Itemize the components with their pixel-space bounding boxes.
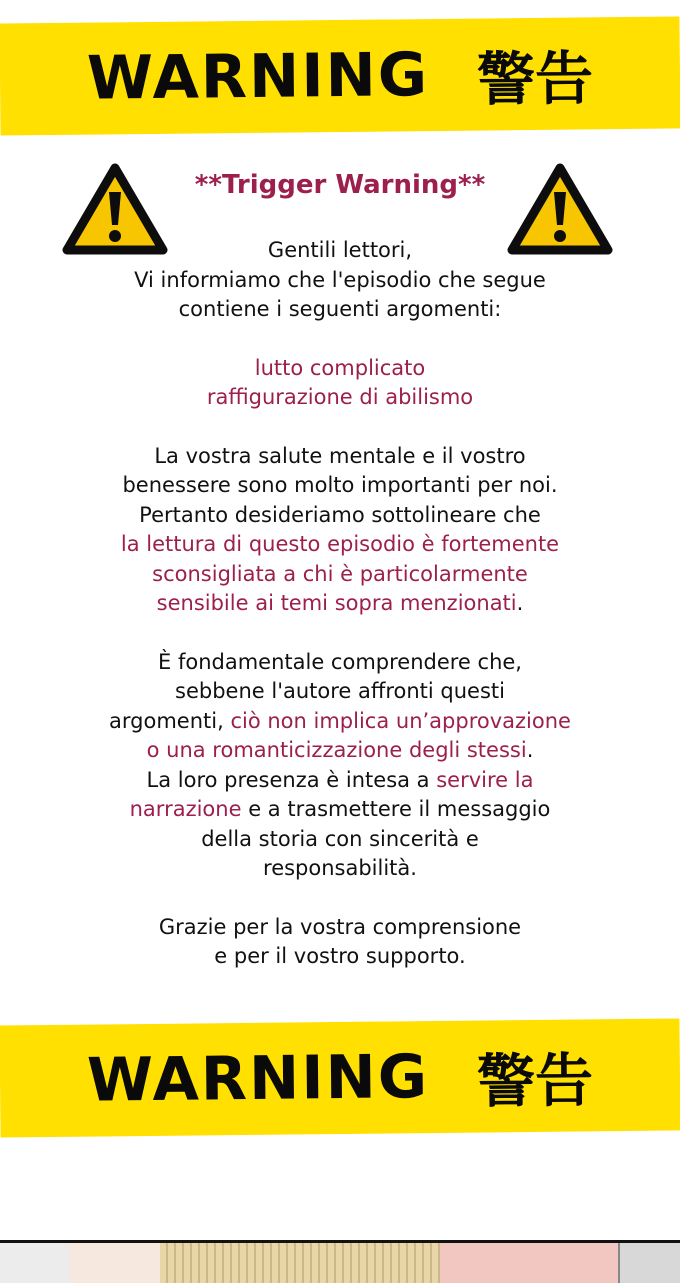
- highlight-text: o una romanticizzazione degli stessi: [146, 738, 527, 762]
- comic-panel-left: [0, 1243, 70, 1283]
- warning-banner-bottom: [0, 1018, 680, 1137]
- text-part: La loro presenza è intesa a: [146, 767, 437, 792]
- warning-banner-top: [0, 16, 680, 135]
- highlight-text: narrazione: [129, 797, 242, 821]
- warning-message: [40, 236, 640, 972]
- body-line: [40, 707, 640, 737]
- text-part: e a trasmettere il messaggio: [241, 797, 551, 821]
- intro-line: contiene i seguenti argomenti:: [178, 297, 502, 321]
- body-line: È fondamentale comprendere che,: [158, 649, 522, 674]
- closing-line: Grazie per la vostra comprensione: [158, 914, 522, 939]
- body-line: della storia con sincerità e: [201, 826, 479, 851]
- closing-line: e per il vostro supporto.: [214, 944, 466, 968]
- comic-hair-art: [160, 1243, 440, 1283]
- body-line: [40, 795, 640, 825]
- body-line: [40, 589, 640, 619]
- body-line: responsabilità.: [263, 856, 417, 880]
- comic-background-art: [440, 1243, 620, 1283]
- intro-line: Gentili lettori,: [267, 238, 413, 262]
- intro-line: Vi informiamo che l'episodio che segue: [134, 267, 546, 292]
- banner-kanji: 警告: [476, 44, 594, 114]
- text-part: argomenti,: [109, 708, 231, 733]
- punctuation: .: [516, 591, 524, 615]
- highlight-text: ciò non implica un’approvazione: [230, 708, 571, 733]
- punctuation: .: [526, 738, 534, 762]
- comic-panel-preview: [0, 1240, 680, 1283]
- body-line: [40, 766, 640, 796]
- body-line: sebbene l'autore affronti questi: [175, 679, 505, 703]
- comic-panel-right: [618, 1243, 680, 1283]
- body-line: La vostra salute mentale e il vostro: [154, 443, 526, 468]
- topic-item: raffigurazione di abilismo: [206, 385, 474, 409]
- highlight-line: sconsigliata a chi è particolarmente: [152, 561, 528, 586]
- body-line: benessere sono molto importanti per noi.: [122, 473, 558, 497]
- highlight-text: sensibile ai temi sopra menzionati: [156, 591, 517, 615]
- body-line: Pertanto desideriamo sottolineare che: [139, 502, 541, 527]
- body-line: [40, 736, 640, 766]
- banner-word: WARNING: [86, 1042, 430, 1116]
- highlight-text: servire la: [436, 767, 534, 792]
- banner-kanji: 警告: [476, 1046, 594, 1116]
- banner-word: WARNING: [86, 40, 430, 114]
- trigger-warning-title: **Trigger Warning**: [194, 170, 486, 200]
- highlight-line: la lettura di questo episodio è fortemente: [120, 532, 560, 556]
- topic-item: lutto complicato: [254, 355, 426, 380]
